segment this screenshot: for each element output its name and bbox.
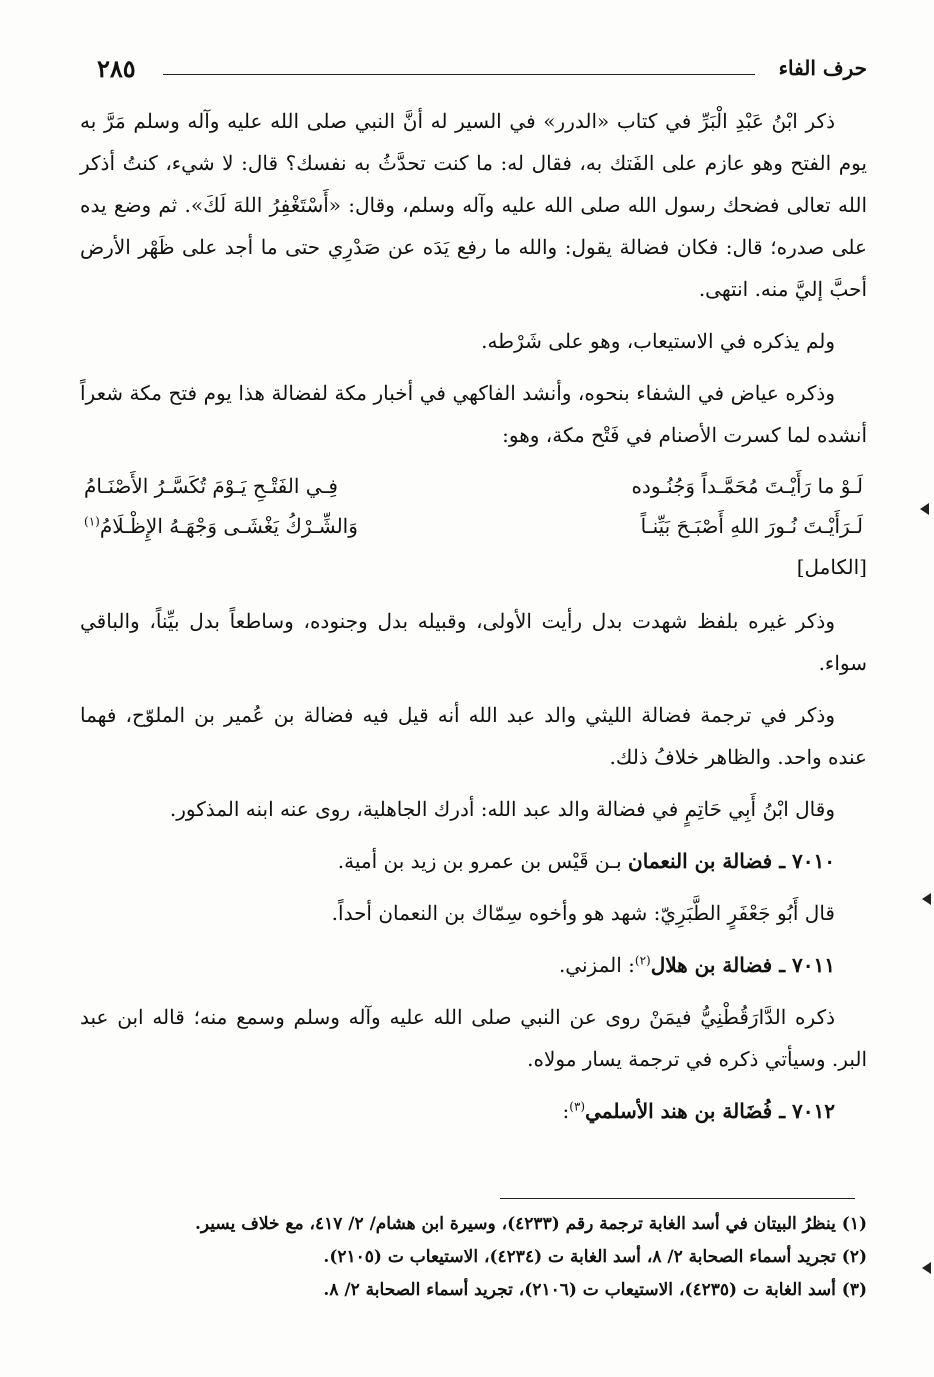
paragraph: وذكر في ترجمة فضالة الليثي والد عبد الله أنه قيل فيه فضالة بن عُمير بن الملوّح، فهما عنده واحد. والظاهر خلافُ ذلك. — [80, 703, 867, 769]
paragraph: ذكره الدَّارَقُطْنِيُّ فيمَنْ روى عن النبي صلى الله عليه وآله وسلم وسمع منه؛ قاله ابن عبد البر. وسيأتي ذكره في ترجمة يسار مولاه. — [80, 1005, 867, 1071]
margin-mark-icon — [922, 893, 931, 905]
entry-heading: ٧٠١٢ ـ فُضَالة بن هند الأسلمي — [585, 1099, 835, 1123]
margin-mark-icon — [920, 503, 929, 515]
page-header — [85, 50, 867, 90]
entry-text: : — [562, 1099, 570, 1123]
page-number: ٢٨٥ — [97, 54, 136, 83]
footnote: (١) ينظرُ البيتان في أسد الغابة ترجمة رقم (٤٢٣٣)، وسيرة ابن هشام/ ٢/ ٤١٧، مع خلاف يسير. — [194, 1214, 867, 1234]
footnote-separator — [500, 1198, 855, 1199]
main-text — [80, 100, 867, 1142]
entry-text: : المزني. — [558, 953, 635, 977]
footnote: (٣) أسد الغابة ت (٤٢٣٥)، الاستيعاب ت (٢١٠٦)، تجريد أسماء الصحابة ٢/ ٨. — [323, 1280, 867, 1300]
paragraph: قال أَبُو جَعْفَرٍ الطَّبَرِيّ: شهد هو وأخوه سِمّاك بن النعمان أحداً. — [331, 901, 835, 925]
paragraph: وقال ابْنُ أَبِي حَاتِمٍ في فضالة والد عبد الله: أدرك الجاهلية، روى عنه ابنه المذكور. — [169, 797, 835, 821]
footnotes — [80, 1208, 867, 1307]
entry-heading: ٧٠١١ ـ فضالة بن هلال — [650, 953, 835, 977]
entry-7012 — [80, 1090, 867, 1132]
verse-hemistich: لَـوْ ما رَأَيْـتَ مُحَمَّـداً وَجُنُـوده — [631, 474, 863, 498]
verse-hemistich: لَـرَأَيْـتَ نُـورَ اللهِ أَصْبَـحَ بَيِّنـاً — [640, 514, 863, 538]
verse-line — [80, 506, 867, 546]
header-rule — [163, 74, 755, 75]
paragraph: وذكر غيره بلفظ شهدت بدل رأيت الأولى، وقبيله بدل وجنوده، وساطعاً بدل بيِّناً، والباقي سواء. — [80, 609, 867, 675]
entry-7010 — [80, 840, 867, 882]
entry-text: بـن قَيْس بن عمرو بن زيد بن أمية. — [337, 849, 629, 873]
chapter-title: حرف الفاء — [778, 56, 867, 80]
footnote-ref: (٢) — [634, 953, 651, 968]
entry-heading: ٧٠١٠ ـ فضالة بن النعمان — [628, 849, 835, 873]
footnote-ref: (٣) — [569, 1099, 586, 1114]
paragraph: وذكره عياض في الشفاء بنحوه، وأنشد الفاكهي في أخبار مكة لفضالة هذا يوم فتح مكة شعراً أنشده لما كسرت الأصنام في فَتْح مكة، وهو: — [80, 381, 867, 447]
verse-hemistich: فِـي الفَتْـحِ يَـوْمَ تُكَسَّـرُ الأَصْنَـامُ — [84, 474, 338, 498]
footnote-ref: (١) — [84, 514, 100, 529]
footnote: (٢) تجريد أسماء الصحابة ٢/ ٨، أسد الغابة ت (٤٢٣٤)، الاستيعاب ت (٢١٠٥). — [323, 1247, 867, 1267]
poetic-meter: [الكامل] — [796, 555, 867, 579]
verse-hemistich: وَالشِّـرْكُ يَغْشَـى وَجْهَـهُ الإِظْـلَامُ — [99, 514, 358, 538]
margin-mark-icon — [922, 1262, 931, 1274]
verse-line — [80, 466, 867, 506]
entry-7011 — [80, 944, 867, 986]
paragraph: ولم يذكره في الاستيعاب، وهو على شَرْطه. — [481, 329, 835, 353]
paragraph: ذكر ابْنُ عَبْدِ الْبَرِّ في كتاب «الدرر» في السير له أنَّ النبي صلى الله عليه وآله وسلم مَرَّ به يوم الفتح وهو عازم على الفَتك به، فقال له: ما كنت تحدَّثُ به نفسك؟ قال: لا شيء، كنتُ أذكر الله تعالى فضحك رسول الله صلى الله عليه وآله وسلم، وقال: «أَسْتَغْفِرُ اللهَ لَكَ». ثم وضع يده على صدره؛ قال: فكان فضالة يقول: والله ما رفع يَدَه عن صَدْرِي حتى ما أجد على ظَهْر الأرض أحبَّ إليَّ منه. انتهى. — [80, 109, 867, 301]
